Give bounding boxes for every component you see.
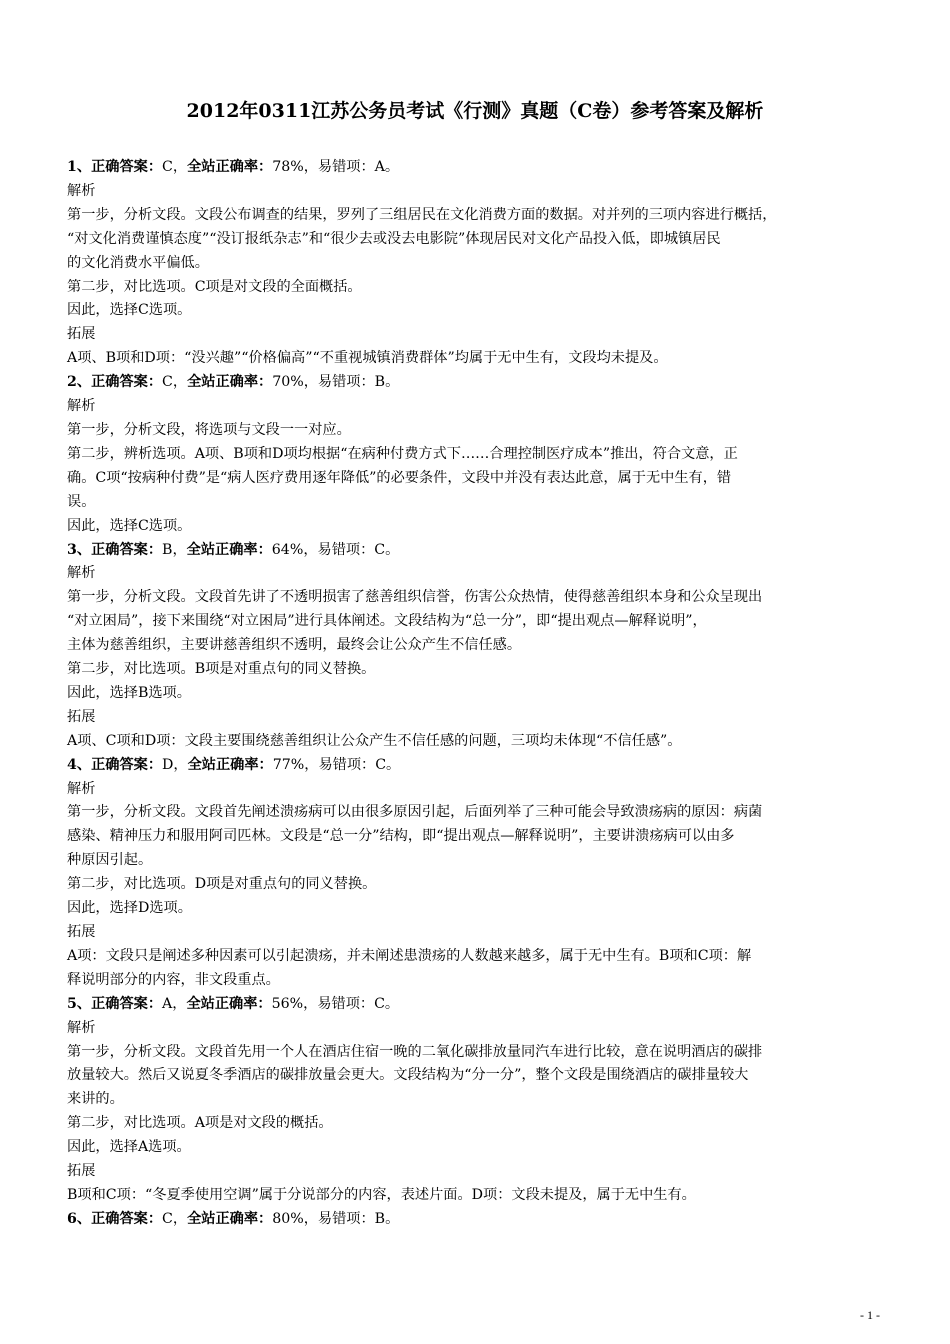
extension-line: A项：文段只是阐述多种因素可以引起溃疡，并未阐述患溃疡的人数越来越多，属于无中生有。B项和C项：解 bbox=[67, 947, 752, 964]
question-block bbox=[67, 371, 885, 538]
analysis-line: 放量较大。然后又说夏冬季酒店的碳排放量会更大。文段结构为“分一分”，整个文段是围绕酒店的碳排量较大 bbox=[67, 1067, 749, 1084]
analysis-line: 来讲的。 bbox=[67, 1091, 124, 1108]
analysis-line: 第一步，分析文段，将选项与文段一一对应。 bbox=[67, 421, 351, 438]
answer-list bbox=[67, 156, 885, 1232]
analysis-line: 主体为慈善组织，主要讲慈善组织不透明，最终会让公众产生不信任感。 bbox=[67, 637, 522, 654]
question-block bbox=[67, 539, 885, 754]
extension-line: 释说明部分的内容，非文段重点。 bbox=[67, 971, 280, 988]
analysis-heading: 解析 bbox=[67, 565, 96, 582]
analysis-line: 第一步，分析文段。文段首先阐述溃疡病可以由很多原因引起，后面列举了三种可能会导致溃疡病的原因：病菌 bbox=[67, 804, 763, 821]
rate-value: 78%，易错项：A。 bbox=[272, 159, 400, 175]
analysis-line: 第一步，分析文段。文段公布调查的结果，罗列了三组居民在文化消费方面的数据。对并列的三项内容进行概括， bbox=[67, 206, 777, 223]
question-block bbox=[67, 754, 885, 993]
analysis-line: 第二步，对比选项。B项是对重点句的同义替换。 bbox=[67, 661, 376, 678]
analysis-heading: 解析 bbox=[67, 1019, 96, 1036]
answer-value: D， bbox=[162, 756, 188, 773]
question-block bbox=[67, 993, 885, 1208]
analysis-line: 第一步，分析文段。文段首先讲了不透明损害了慈善组织信誉，伤害公众热情，使得慈善组织本身和公众呈现出 bbox=[67, 589, 763, 606]
answer-line bbox=[67, 156, 885, 180]
analysis-line: 第一步，分析文段。文段首先用一个人在酒店住宿一晚的二氧化碳排放量同汽车进行比较，意在说明酒店的碳排 bbox=[67, 1043, 763, 1060]
analysis-line: 第二步，对比选项。A项是对文段的概括。 bbox=[67, 1115, 333, 1132]
answer-value: C， bbox=[162, 159, 188, 175]
analysis-line: 因此，选择C选项。 bbox=[67, 517, 192, 534]
answer-label: 正确答案： bbox=[91, 1210, 163, 1227]
analysis-line: 种原因引起。 bbox=[67, 852, 153, 869]
answer-label: 正确答案： bbox=[91, 995, 163, 1012]
rate-label: 全站正确率： bbox=[187, 374, 273, 391]
answer-value: C， bbox=[162, 1210, 188, 1227]
extension-line: A项、B项和D项：“没兴趣”“价格偏高”“不重视城镇消费群体”均属于无中生有，文段均未提及。 bbox=[67, 350, 668, 367]
analysis-heading: 解析 bbox=[67, 780, 96, 797]
question-number: 6、 bbox=[67, 1210, 92, 1227]
analysis-line: 第二步，对比选项。C项是对文段的全面概括。 bbox=[67, 278, 362, 295]
answer-value: C， bbox=[162, 374, 188, 391]
answer-line bbox=[67, 993, 885, 1017]
answer-label: 正确答案： bbox=[91, 756, 163, 773]
page-title: 2012年0311江苏公务员考试《行测》真题（C卷）参考答案及解析 bbox=[186, 100, 764, 122]
extension-heading: 拓展 bbox=[67, 326, 96, 343]
answer-line bbox=[67, 1208, 885, 1232]
analysis-line: 因此，选择B选项。 bbox=[67, 684, 191, 701]
analysis-line: 确。C项“按病种付费”是“病人医疗费用逐年降低”的必要条件，文段中并没有表达此意，属于无中生有，错 bbox=[67, 469, 732, 486]
analysis-line: 第二步，对比选项。D项是对重点句的同义替换。 bbox=[67, 876, 377, 893]
extension-heading: 拓展 bbox=[67, 708, 96, 725]
question-block bbox=[67, 156, 885, 371]
answer-value: B， bbox=[162, 541, 187, 558]
analysis-line: “对立困局”，接下来围绕“对立困局”进行具体阐述。文段结构为“总一分”，即“提出观点—解释说明”， bbox=[67, 613, 707, 630]
question-number: 2、 bbox=[67, 374, 92, 391]
rate-value: 80%，易错项：B。 bbox=[272, 1210, 400, 1227]
rate-value: 64%，易错项：C。 bbox=[271, 541, 400, 558]
analysis-line: 因此，选择D选项。 bbox=[67, 900, 192, 917]
question-number: 5、 bbox=[67, 995, 92, 1012]
rate-label: 全站正确率： bbox=[186, 995, 272, 1012]
analysis-line: 因此，选择C选项。 bbox=[67, 302, 192, 319]
question-number: 1、 bbox=[67, 159, 92, 175]
extension-line: A项、C项和D项：文段主要围绕慈善组织让公众产生不信任感的问题，三项均未体现“不信任感”。 bbox=[67, 732, 682, 749]
extension-heading: 拓展 bbox=[67, 1163, 96, 1180]
rate-value: 70%，易错项：B。 bbox=[272, 374, 400, 391]
rate-value: 56%，易错项：C。 bbox=[271, 995, 400, 1012]
analysis-line: “对文化消费谨慎态度”“没订报纸杂志”和“很少去或没去电影院”体现居民对文化产品投入低，即城镇居民 bbox=[67, 230, 721, 247]
question-number: 3、 bbox=[67, 541, 92, 558]
rate-label: 全站正确率： bbox=[187, 756, 273, 773]
extension-line: B项和C项：“冬夏季使用空调”属于分说部分的内容，表述片面。D项：文段未提及，属于无中生有。 bbox=[67, 1186, 696, 1203]
rate-label: 全站正确率： bbox=[186, 541, 272, 558]
analysis-line: 因此，选择A选项。 bbox=[67, 1139, 191, 1156]
analysis-heading: 解析 bbox=[67, 398, 96, 415]
answer-value: A， bbox=[162, 995, 187, 1012]
rate-label: 全站正确率： bbox=[187, 1210, 273, 1227]
analysis-line: 第二步，辨析选项。A项、B项和D项均根据“在病种付费方式下……合理控制医疗成本”推出，符合文意，正 bbox=[67, 445, 738, 462]
analysis-line: 的文化消费水平偏低。 bbox=[67, 254, 209, 271]
rate-value: 77%，易错项：C。 bbox=[272, 756, 401, 773]
answer-label: 正确答案： bbox=[91, 159, 163, 175]
analysis-line: 感染、精神压力和服用阿司匹林。文段是“总一分”结构，即“提出观点—解释说明”，主要讲溃疡病可以由多 bbox=[67, 828, 735, 845]
question-block bbox=[67, 1208, 885, 1232]
question-number: 4、 bbox=[67, 756, 92, 773]
page-number: - 1 - bbox=[860, 1308, 880, 1322]
answer-line bbox=[67, 539, 885, 563]
extension-heading: 拓展 bbox=[67, 924, 96, 940]
answer-label: 正确答案： bbox=[91, 374, 163, 391]
answer-label: 正确答案： bbox=[91, 541, 163, 558]
analysis-line: 误。 bbox=[67, 493, 96, 510]
analysis-heading: 解析 bbox=[67, 182, 96, 199]
rate-label: 全站正确率： bbox=[187, 159, 273, 175]
answer-line bbox=[67, 371, 885, 395]
answer-line bbox=[67, 754, 885, 778]
